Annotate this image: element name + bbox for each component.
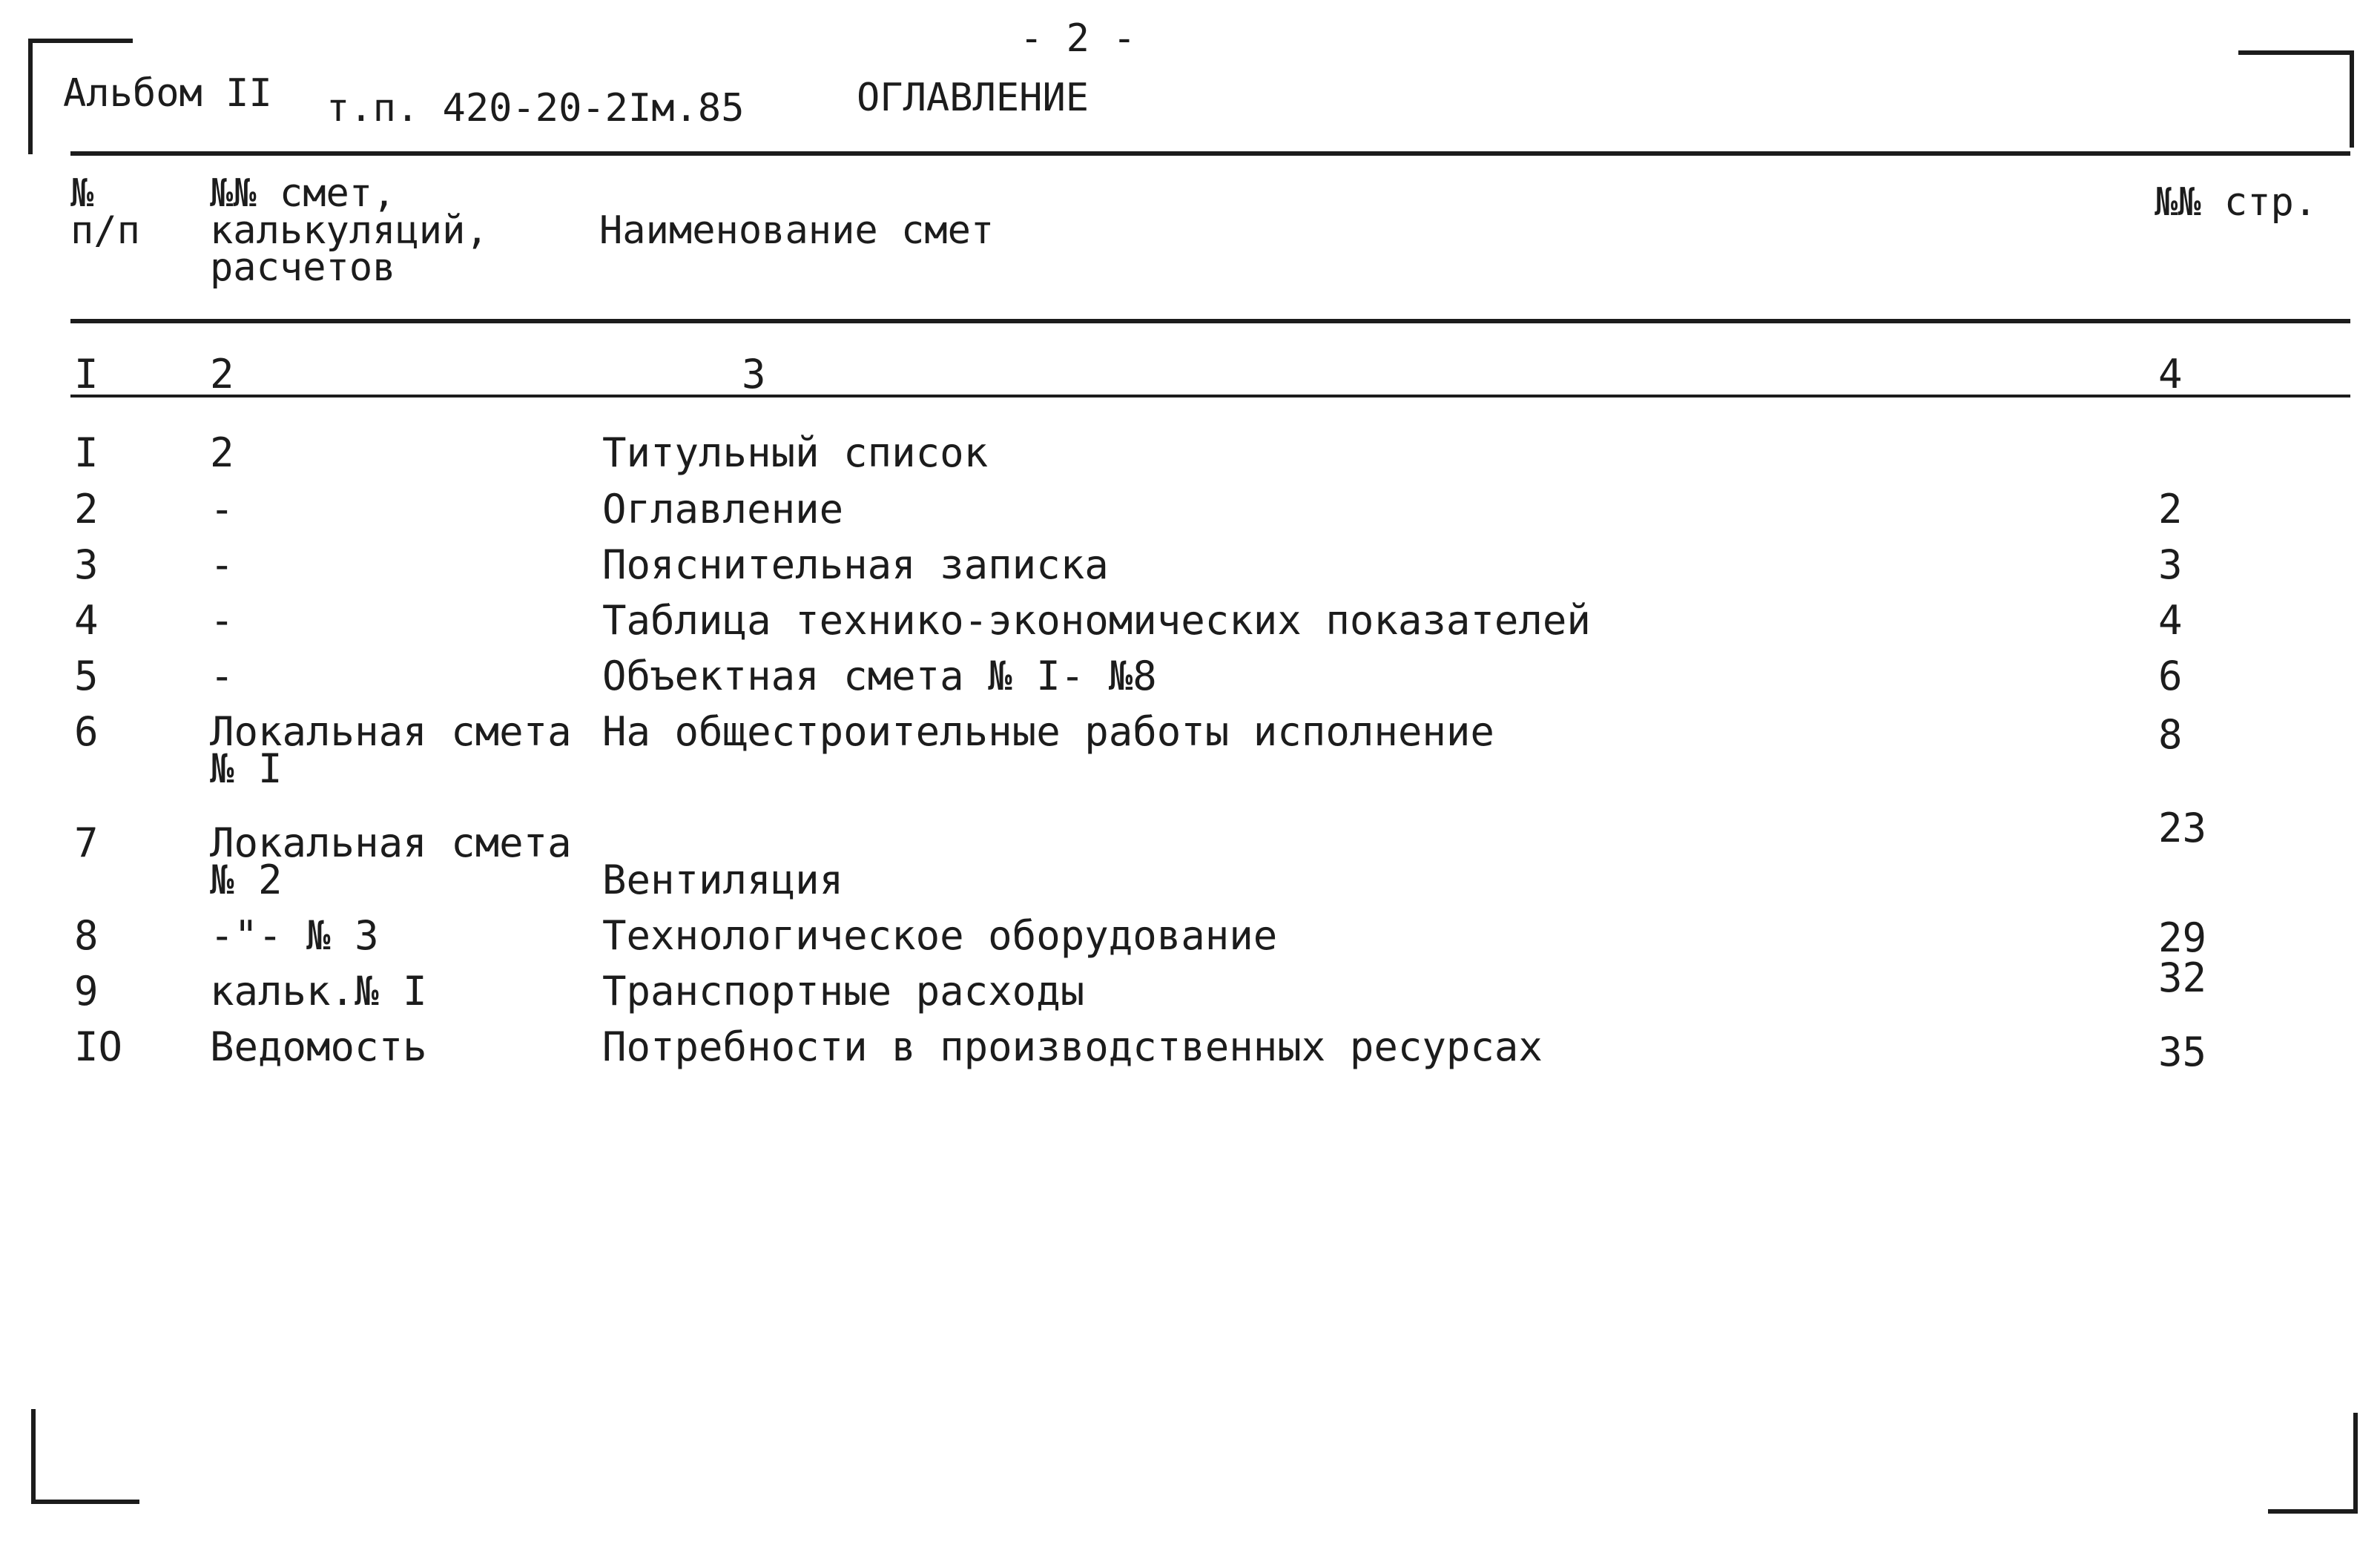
col-head-estimate: [210, 171, 489, 290]
row-estimate: 2: [210, 429, 234, 476]
row-name: Таблица технико-экономических показателей: [602, 597, 1591, 644]
album-label: Альбом II: [63, 71, 272, 116]
row-estimate: Ведомость: [210, 1023, 427, 1070]
corner-mark-top-right: [2238, 50, 2354, 148]
row-name: Титульный список: [602, 429, 989, 476]
row-name: Технологическое оборудование: [602, 912, 1278, 959]
row-number: 3: [74, 541, 99, 588]
row-estimate: -: [210, 486, 234, 532]
col-head-estimate-line: расчетов: [210, 245, 396, 290]
row-number: 9: [74, 968, 99, 1015]
row-page: 4: [2158, 597, 2183, 644]
row-estimate: Локальная смета: [210, 708, 572, 755]
row-estimate: -"- № 3: [210, 912, 379, 959]
row-name: Потребности в производственных ресурсах: [602, 1023, 1543, 1070]
row-estimate: -: [210, 597, 234, 644]
row-estimate: Локальная смета: [210, 819, 572, 866]
row-estimate: -: [210, 541, 234, 588]
col-number-4: 4: [2158, 351, 2183, 398]
row-page: 35: [2158, 1029, 2207, 1075]
col-head-estimate-line: №№ смет,: [210, 171, 396, 216]
row-page: 29: [2158, 914, 2207, 961]
col-number-3: 3: [742, 351, 766, 398]
row-number: IO: [74, 1023, 123, 1070]
project-code: т.п. 420-20-2Iм.85: [326, 86, 745, 131]
col-head-estimate-line: калькуляций,: [210, 208, 489, 253]
row-number: 7: [74, 819, 99, 866]
page-number: - 2 -: [1020, 16, 1136, 61]
column-head-rule: [70, 319, 2350, 323]
row-estimate: кальк.№ I: [210, 968, 427, 1015]
row-name: Вентиляция: [602, 857, 844, 903]
row-number: 6: [74, 708, 99, 755]
row-name: Объектная смета № I- №8: [602, 653, 1157, 699]
row-number: 4: [74, 597, 99, 644]
row-page: 2: [2158, 486, 2183, 532]
corner-mark-bottom-right: [2268, 1413, 2358, 1514]
col-head-num: [70, 171, 140, 253]
row-name: Пояснительная записка: [602, 541, 1109, 588]
row-page: 32: [2158, 954, 2207, 1001]
header-rule: [70, 151, 2350, 156]
column-number-rule: [70, 395, 2350, 398]
row-number: 8: [74, 912, 99, 959]
row-number: 5: [74, 653, 99, 699]
col-head-num-line: №: [70, 171, 94, 216]
col-head-name: Наименование смет: [599, 208, 995, 253]
row-estimate: № 2: [210, 857, 283, 903]
row-name: На общестроительные работы исполнение: [602, 708, 1494, 755]
row-name: Оглавление: [602, 486, 844, 532]
row-page: 8: [2158, 711, 2183, 758]
col-head-num-line: п/п: [70, 208, 140, 253]
col-number-2: 2: [210, 351, 234, 398]
page-title: ОГЛАВЛЕНИЕ: [857, 76, 1090, 120]
corner-mark-bottom-left: [31, 1409, 139, 1504]
col-number-1: I: [74, 351, 99, 398]
row-estimate: № I: [210, 745, 283, 792]
row-page: 23: [2158, 805, 2207, 851]
row-number: I: [74, 429, 99, 476]
row-name: Транспортные расходы: [602, 968, 1085, 1015]
row-page: 3: [2158, 541, 2183, 588]
col-head-page: №№ стр.: [2155, 180, 2318, 225]
row-number: 2: [74, 486, 99, 532]
row-page: 6: [2158, 653, 2183, 699]
row-estimate: -: [210, 653, 234, 699]
